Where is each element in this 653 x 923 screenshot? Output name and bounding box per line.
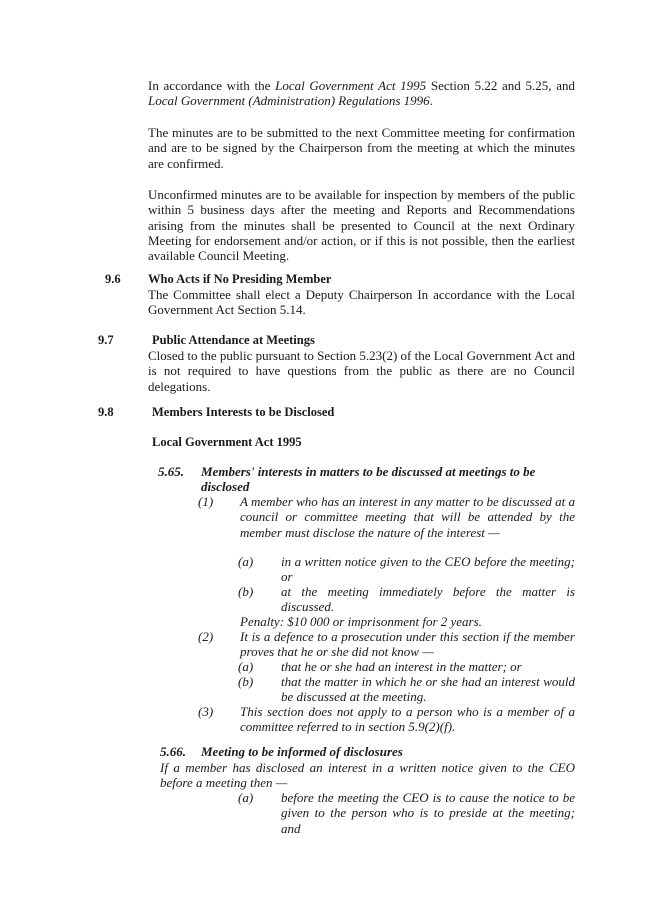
section-heading: Who Acts if No Presiding Member xyxy=(148,272,332,286)
subsection-label: (3) xyxy=(198,704,214,719)
section-body: The Committee shall elect a Deputy Chairperson In accordance with the Local Government Act Section 5.14. xyxy=(148,287,575,318)
paragraph-text: in a written notice given to the CEO before the meeting; or xyxy=(281,554,575,585)
clause-number: 5.65. xyxy=(158,464,184,479)
penalty-text: Penalty: $10 000 or imprisonment for 2 years. xyxy=(240,614,482,629)
section-number: 9.6 xyxy=(105,272,121,286)
clause-number: 5.66. xyxy=(160,744,186,759)
subsection-text: It is a defence to a prosecution under this section if the member proves that he or she did not know — xyxy=(240,629,575,660)
section-heading: Public Attendance at Meetings xyxy=(152,333,315,347)
paragraph-label: (a) xyxy=(238,659,254,674)
clause-body: If a member has disclosed an interest in a written notice given to the CEO before a meeting then — xyxy=(160,760,575,791)
paragraph-text: that the matter in which he or she had an interest would be discussed at the meeting. xyxy=(281,674,575,705)
subsection-text: This section does not apply to a person who is a member of a committee referred to in section 5.9(2)(f). xyxy=(240,704,575,735)
intro-paragraph-3: Unconfirmed minutes are to be available for inspection by members of the public within 5 business days after the meeting and Reports and Recommendations arising from the minutes shall be presented to Council at the next Ordinary Meeting for endorsement and/or action, or if this is not possible, then the earliest available Council Meeting. xyxy=(148,187,575,264)
subsection-label: (1) xyxy=(198,494,214,509)
section-number: 9.8 xyxy=(98,405,114,419)
intro-text: Section 5.22 and 5.25, and xyxy=(426,78,575,93)
regulations-citation: Local Government (Administration) Regulations 1996 xyxy=(148,93,430,109)
subsection-text: A member who has an interest in any matter to be discussed at a council or committee meeting that will be attended by the member must disclose the nature of the interest — xyxy=(240,494,575,540)
paragraph-text: before the meeting the CEO is to cause the notice to be given to the person who is to preside at the meeting; and xyxy=(281,790,575,836)
act-title: Local Government Act 1995 xyxy=(152,435,302,449)
paragraph-text: at the meeting immediately before the matter is discussed. xyxy=(281,584,575,615)
paragraph-label: (b) xyxy=(238,584,254,599)
clause-title: Meeting to be informed of disclosures xyxy=(201,744,403,759)
intro-text: . xyxy=(429,93,433,109)
section-number: 9.7 xyxy=(98,333,114,347)
paragraph-label: (b) xyxy=(238,674,254,689)
clause-title-continued: disclosed xyxy=(201,479,250,494)
paragraph-label: (a) xyxy=(238,790,254,805)
intro-text: In accordance with the xyxy=(148,78,276,93)
clause-title: Members' interests in matters to be discussed at meetings to be xyxy=(201,464,536,479)
paragraph-label: (a) xyxy=(238,554,254,569)
subsection-label: (2) xyxy=(198,629,214,644)
intro-paragraph-2: The minutes are to be submitted to the next Committee meeting for confirmation and are to be signed by the Chairperson from the meeting at which the minutes are confirmed. xyxy=(148,125,575,171)
intro-paragraph-1 xyxy=(148,78,575,109)
act-citation: Local Government Act 1995 xyxy=(275,78,427,93)
section-body: Closed to the public pursuant to Section 5.23(2) of the Local Government Act and is not required to have questions from the public as there are no Council delegations. xyxy=(148,348,575,394)
paragraph-text: that he or she had an interest in the matter; or xyxy=(281,659,522,674)
section-heading: Members Interests to be Disclosed xyxy=(152,405,335,419)
